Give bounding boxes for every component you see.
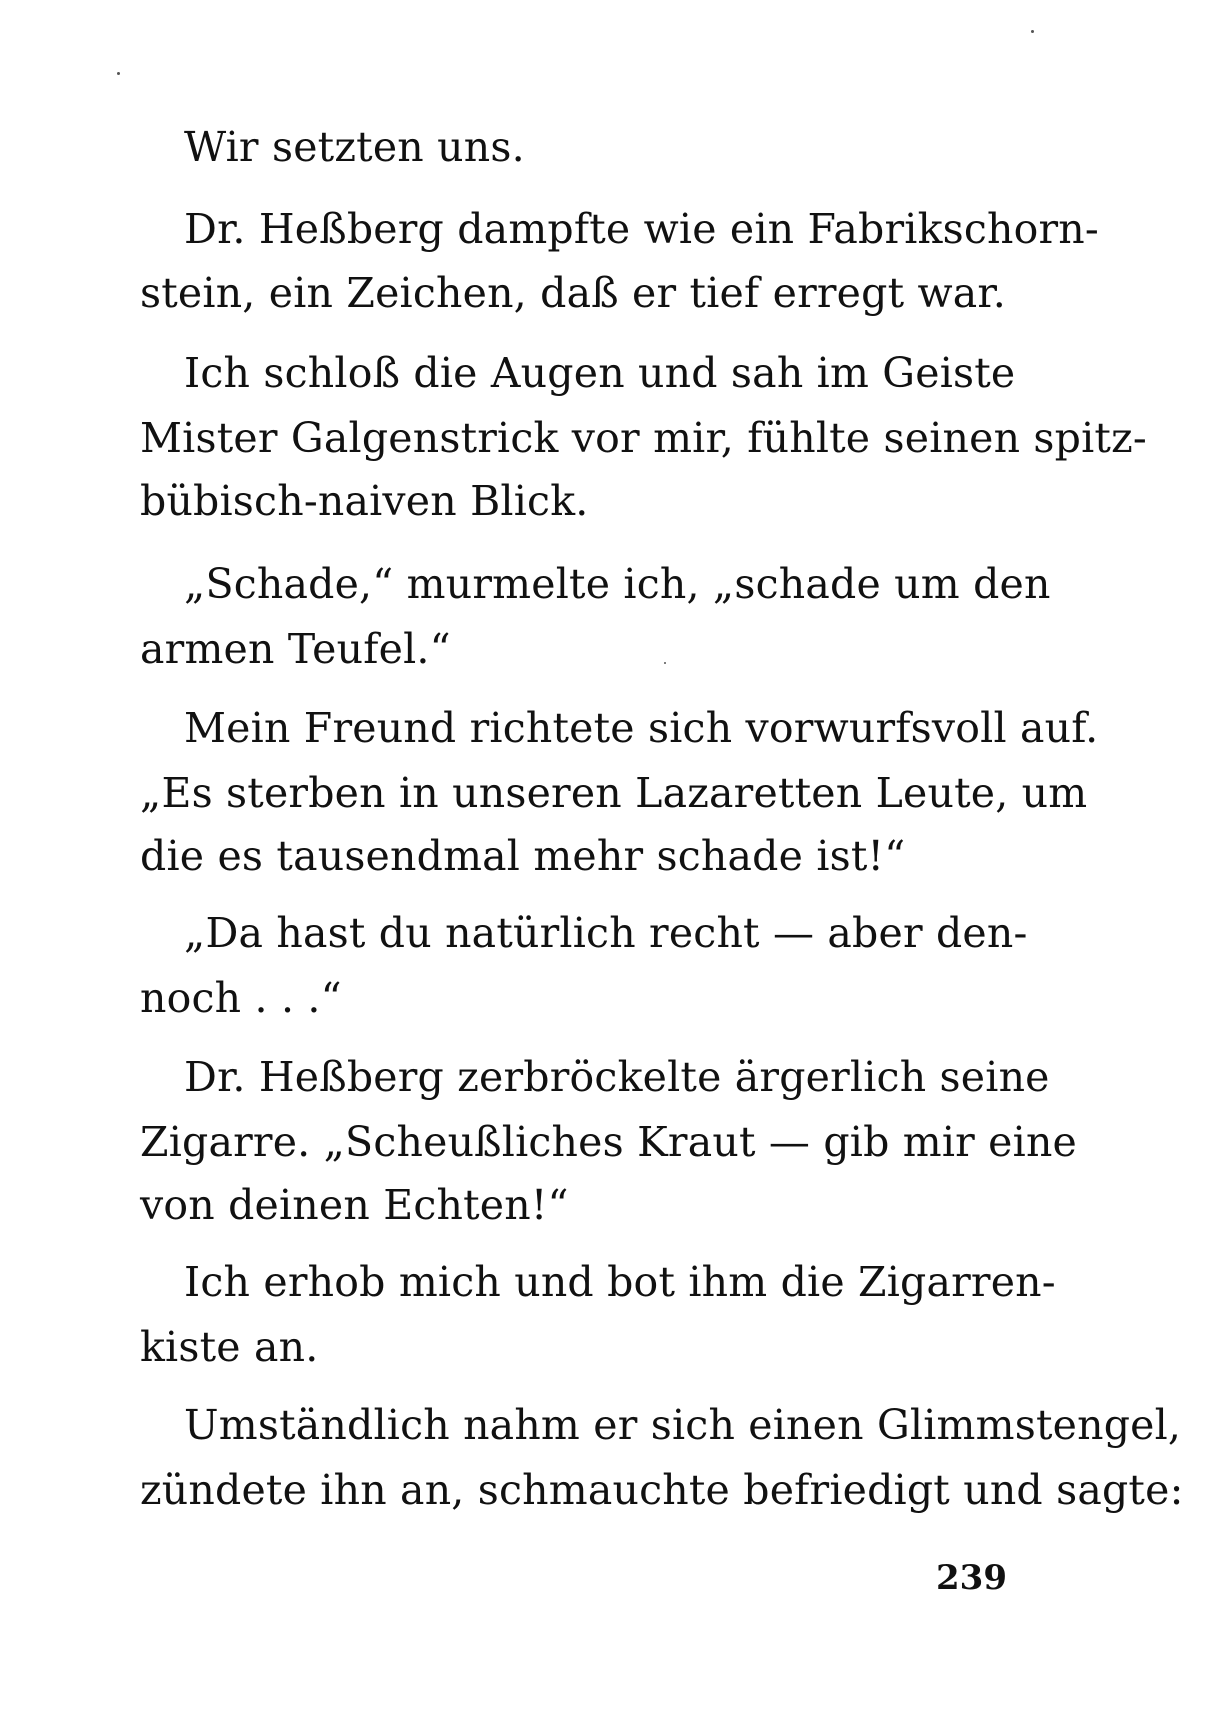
page-number: 239 [936,1558,1007,1598]
paper-speck [117,72,120,75]
text-line: kiste an. [140,1323,319,1371]
text-line: stein, ein Zeichen, daß er tief erregt war. [140,269,1006,317]
paper-speck [1031,30,1034,33]
text-line: Mein Freund richtete sich vorwurfsvoll auf. [184,704,1099,752]
text-line: noch . . .“ [140,974,342,1022]
text-line: Ich schloß die Augen und sah im Geiste [184,349,1016,397]
text-line: Dr. Heßberg dampfte wie ein Fabrikschorn- [184,205,1099,253]
text-line: zündete ihn an, schmauchte befriedigt und sagte: [140,1466,1184,1514]
text-line: „Schade,“ murmelte ich, „schade um den [184,560,1051,608]
text-line: Umständlich nahm er sich einen Glimmstengel, [184,1401,1182,1449]
text-line: Zigarre. „Scheußliches Kraut — gib mir eine [140,1118,1078,1166]
text-line: die es tausendmal mehr schade ist!“ [140,832,906,880]
text-line: Mister Galgenstrick vor mir, fühlte seinen spitz- [140,414,1147,462]
text-line: „Da hast du natürlich recht — aber den- [184,909,1028,957]
text-line: bübisch-naiven Blick. [140,477,589,525]
text-line: von deinen Echten!“ [140,1181,569,1229]
text-line: armen Teufel.“ [140,625,451,673]
text-line: Ich erhob mich und bot ihm die Zigarren- [184,1258,1056,1306]
text-line: „Es sterben in unseren Lazaretten Leute, um [140,769,1088,817]
text-line: Dr. Heßberg zerbröckelte ärgerlich seine [184,1053,1050,1101]
text-line: Wir setzten uns. [184,123,525,171]
